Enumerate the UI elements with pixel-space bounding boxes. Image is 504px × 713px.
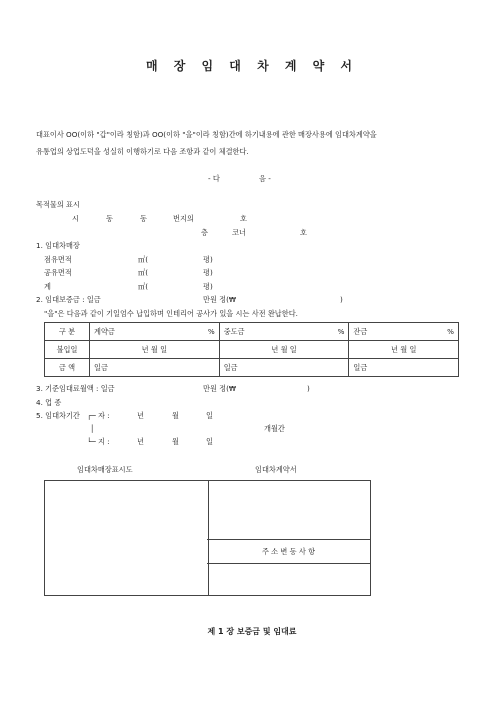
area-row-pyeong: 평) xyxy=(203,268,213,277)
table-cell: 년 월 일 xyxy=(90,341,220,359)
table-cell: 일금 xyxy=(219,359,349,377)
diagram-title: 임대차매장표시도 xyxy=(77,465,133,474)
contract-box xyxy=(207,480,371,596)
period-day: 일 xyxy=(206,411,213,420)
area-row-name: 공유면적 xyxy=(44,268,72,277)
table-row xyxy=(45,341,459,359)
deposit-amount: 만원 정(₩ xyxy=(203,295,237,304)
rent-close: ) xyxy=(307,384,310,393)
document-title: 매 장 임 대 차 계 약 서 xyxy=(146,59,358,73)
addr-ho: 호 xyxy=(240,214,247,223)
table-cell: 구 분 xyxy=(45,323,90,341)
contract-title: 임대차계약서 xyxy=(255,465,297,474)
payment-note: "을"은 다음과 같이 기일엄수 납입하며 인테리어 공사가 있을 시는 사전 완납한다. xyxy=(44,309,298,318)
area-row-name: 계 xyxy=(44,282,51,291)
intro-line-1: 대표이사 OO(이하 "갑"이라 칭함)과 OO(이하 "을"이라 칭함)간에 하기내용에 관한 매장사용에 임대차계약을 xyxy=(36,130,377,139)
addr-bunji: 번지의 xyxy=(173,214,194,223)
chapter-heading: 제 1 장 보증금 및 임대료 xyxy=(207,627,297,636)
period-month: 월 xyxy=(172,437,179,446)
table-cell: 중도금 xyxy=(219,323,304,341)
period-month: 월 xyxy=(172,411,179,420)
rent-amount: 만원 정(₩ xyxy=(203,384,237,393)
table-cell: 계약금 xyxy=(90,323,175,341)
table-cell: 금 액 xyxy=(45,359,90,377)
period-year: 년 xyxy=(137,437,144,446)
table-cell: 년 월 일 xyxy=(349,341,459,359)
table-cell: 불입일 xyxy=(45,341,90,359)
heading-da: - 다 xyxy=(208,174,220,183)
addr-dong-1: 동 xyxy=(106,214,113,223)
floor-corner: 코너 xyxy=(232,228,246,237)
table-cell: % xyxy=(414,323,459,341)
period-bar: │ xyxy=(90,424,95,433)
area-row-pyeong: 평) xyxy=(203,282,213,291)
table-cell: 일금 xyxy=(90,359,220,377)
addr-dong-2: 동 xyxy=(140,214,147,223)
object-label: 목적물의 표시 xyxy=(36,200,80,209)
heading-eum: 음 - xyxy=(259,174,271,183)
section-3-label: 3. 기준임대료월액 : 일금 xyxy=(36,384,115,393)
section-2-label: 2. 임대보증금 : 일금 xyxy=(36,295,101,304)
intro-line-2: 유통업의 상업도덕을 성실히 이행하기로 다음 조항과 같이 체결한다. xyxy=(36,147,249,156)
area-row-unit: ㎡( xyxy=(138,268,148,277)
section-1-label: 1. 임대차매장 xyxy=(36,241,80,250)
area-row-unit: ㎡( xyxy=(138,282,148,291)
section-5-label: 5. 임대차기간 xyxy=(36,411,80,420)
period-months: 개월간 xyxy=(264,424,285,433)
table-cell: 일금 xyxy=(349,359,459,377)
table-cell: 년 월 일 xyxy=(219,341,349,359)
addr-si: 시 xyxy=(72,214,79,223)
period-year: 년 xyxy=(137,411,144,420)
area-row-pyeong: 평) xyxy=(203,255,213,264)
section-4-label: 4. 업 종 xyxy=(36,398,62,407)
floor-ho: 호 xyxy=(300,228,307,237)
area-row-name: 점유면적 xyxy=(44,255,72,264)
period-to: └─ 지 : xyxy=(87,437,110,446)
table-cell: % xyxy=(175,323,220,341)
payment-table xyxy=(44,322,459,377)
address-change-label: 주 소 변 동 사 항 xyxy=(261,547,316,556)
period-from: ┌─ 자 : xyxy=(87,411,110,420)
table-row xyxy=(45,323,459,341)
table-cell: 잔금 xyxy=(349,323,414,341)
floor-cheung: 층 xyxy=(201,228,208,237)
deposit-close: ) xyxy=(340,295,343,304)
area-row-unit: ㎡( xyxy=(138,255,148,264)
table-cell: % xyxy=(304,323,349,341)
period-day: 일 xyxy=(206,437,213,446)
table-row xyxy=(45,359,459,377)
store-diagram-box xyxy=(44,480,209,596)
